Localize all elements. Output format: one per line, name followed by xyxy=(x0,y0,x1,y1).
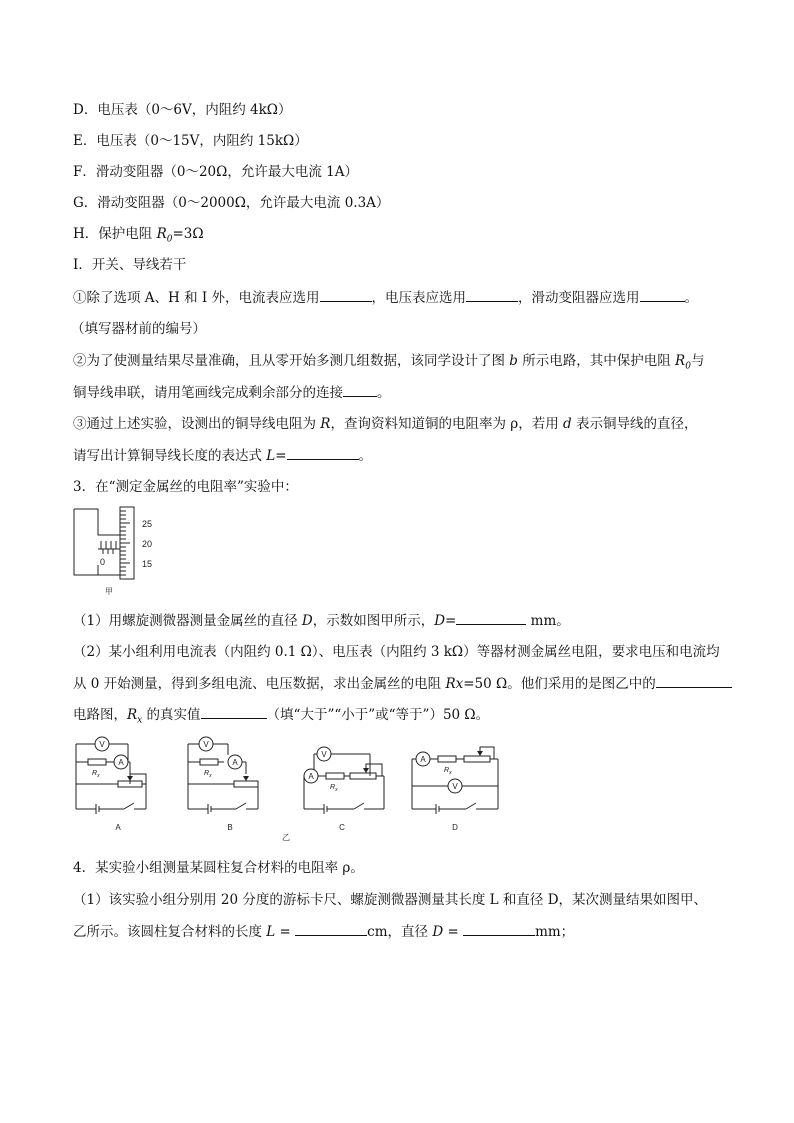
q4-part1-line1: （1）该实验小组分别用 20 分度的游标卡尺、螺旋测微器测量其长度 L 和直径 D，某次测量结果如图甲、 xyxy=(73,892,708,908)
mic-tick-25: 25 xyxy=(142,519,153,529)
option-f: F．滑动变阻器（0～20Ω，允许最大电流 1A） xyxy=(73,164,358,180)
fig-label-jia: 甲 xyxy=(105,587,113,596)
answer-blank-true-value[interactable] xyxy=(201,705,267,719)
q3-part2-line1: （2）某小组利用电流表（内阻约 0.1 Ω）、电压表（内阻约 3 kΩ）等器材测金属丝电阻，要求电压和电流均 xyxy=(73,644,720,660)
svg-text:Rx: $R_x$ xyxy=(204,770,212,779)
circuit-a xyxy=(76,744,146,814)
q2-part2-line1: ②为了使测量结果尽量准确，且从零开始多测几组数据，该同学设计了图 b 所示电路，其中保护电阻 $R_0$与 xyxy=(73,353,705,372)
svg-text:V: V xyxy=(99,740,105,749)
mic-tick-15: 15 xyxy=(142,559,153,569)
option-h: H．保护电阻 $R_0=3\Omega$ xyxy=(73,226,204,245)
answer-blank-voltmeter[interactable] xyxy=(466,288,518,302)
svg-text:Rx: $R_x$ xyxy=(330,784,338,793)
answer-blank-circuit-choice[interactable] xyxy=(656,674,732,688)
svg-text:A: A xyxy=(232,758,238,767)
micrometer-figure xyxy=(70,505,170,601)
answer-blank-diameter[interactable] xyxy=(456,611,526,625)
option-e: E．电压表（0～15V，内阻约 15kΩ） xyxy=(73,133,308,149)
svg-text:A: A xyxy=(118,758,124,767)
answer-blank-ammeter[interactable] xyxy=(320,288,372,302)
q2-part1: ①除了选项 A、H 和 I 外，电流表应选用 ，电压表应选用 ，滑动变阻器应选用 。 xyxy=(73,290,699,306)
q3-part1: （1）用螺旋测微器测量金属丝的直径 D，示数如图甲所示，D= mm。 xyxy=(73,613,570,629)
q2-part1-note: （填写器材前的编号） xyxy=(71,321,206,337)
circuit-label-c: C xyxy=(339,823,345,832)
q3-title: 3．在“测定金属丝的电阻率”实验中： xyxy=(73,479,298,495)
svg-text:Rx: $R_x$ xyxy=(444,767,452,776)
circuit-label-d: D xyxy=(452,823,458,832)
q2-part3-line1: ③通过上述实验，设测出的铜导线电阻为 R，查询资料知道铜的电阻率为 ρ，若用 d 表示铜导线的直径， xyxy=(73,416,698,432)
circuits-figure xyxy=(68,734,508,844)
fig-label-yi: 乙 xyxy=(282,833,290,842)
answer-blank-diameter-d[interactable] xyxy=(463,922,535,936)
option-i: I．开关、导线若干 xyxy=(73,257,187,273)
answer-blank-length-expression[interactable] xyxy=(287,446,359,460)
answer-blank-length[interactable] xyxy=(295,922,367,936)
q4-part1-line2: 乙所示。该圆柱复合材料的长度 L = cm，直径 D = mm； xyxy=(73,924,575,940)
circuit-c xyxy=(304,754,384,814)
svg-text:V: V xyxy=(203,740,209,749)
svg-text:Rx: $R_x$ xyxy=(92,770,100,779)
answer-blank-rheostat[interactable] xyxy=(640,288,685,302)
mic-tick-20: 20 xyxy=(142,539,153,549)
answer-blank-connection[interactable] xyxy=(343,383,377,397)
option-g: G．滑动变阻器（0～2000Ω，允许最大电流 0.3A） xyxy=(73,195,390,211)
mic-zero: 0 xyxy=(100,557,106,567)
q3-part2-line3: 电路图，$R_x$ 的真实值 （填“大于”“小于”或“等于”）50 Ω。 xyxy=(73,707,490,726)
svg-text:A: A xyxy=(420,755,426,764)
circuit-label-a: A xyxy=(115,823,121,832)
q4-title: 4．某实验小组测量某圆柱复合材料的电阻率 ρ。 xyxy=(73,860,364,876)
svg-text:A: A xyxy=(308,772,314,781)
q2-part3-line2: 请写出计算铜导线长度的表达式 L= 。 xyxy=(73,448,373,464)
svg-text:V: V xyxy=(321,750,327,759)
q2-part2-line2: 铜导线串联，请用笔画线完成剩余部分的连接 。 xyxy=(73,385,391,401)
option-d: D．电压表（0～6V，内阻约 4kΩ） xyxy=(73,102,292,118)
circuit-label-b: B xyxy=(227,823,233,832)
circuit-b xyxy=(188,744,258,814)
svg-text:V: V xyxy=(452,782,458,791)
q3-part2-line2: 从 0 开始测量，得到多组电流、电压数据，求出金属丝的电阻 Rx=50 Ω。他们采用的是图乙中的 xyxy=(73,674,732,693)
